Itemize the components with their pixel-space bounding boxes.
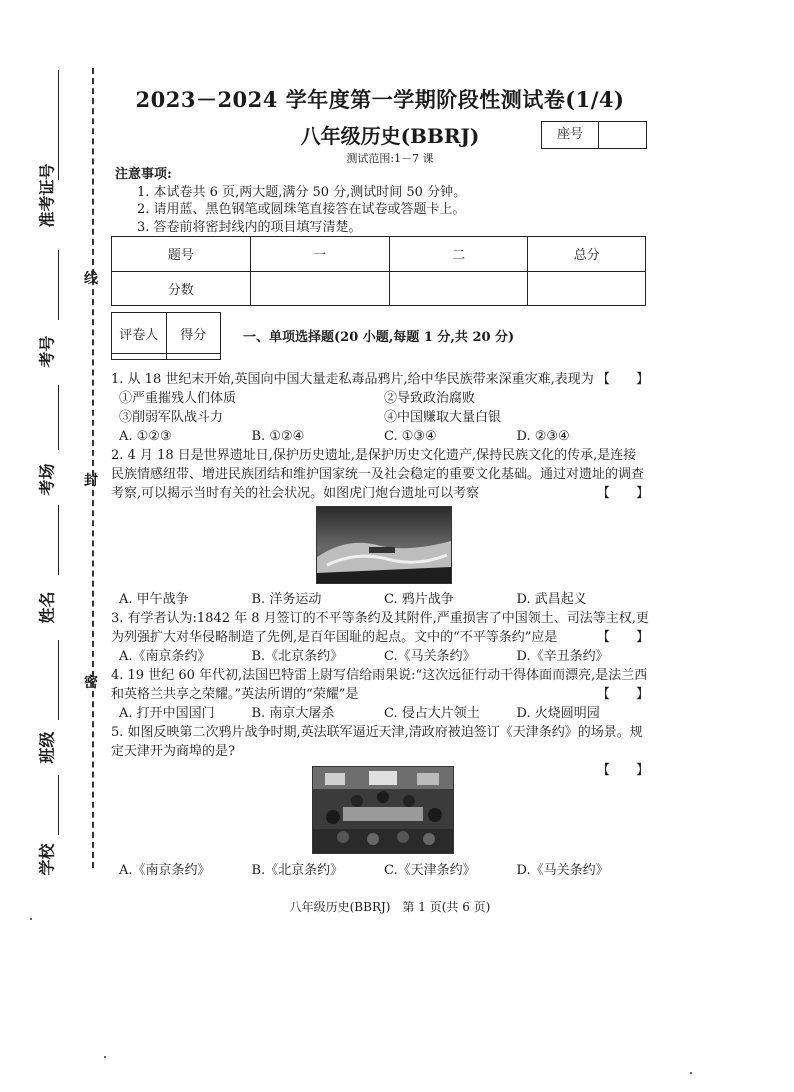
humen-fort-photo bbox=[316, 506, 452, 584]
score-row-label: 分数 bbox=[112, 271, 251, 306]
option-b[interactable]: B. ①②④ bbox=[251, 429, 305, 444]
seat-number-field[interactable] bbox=[599, 122, 646, 148]
name-line bbox=[58, 505, 59, 575]
note-item: 3. 答卷前将密封线内的项目填写清楚。 bbox=[137, 219, 362, 235]
option-b[interactable]: B. 南京大屠杀 bbox=[251, 706, 335, 721]
statement-item: ③削弱军队战斗力 bbox=[119, 410, 224, 425]
question-stem: 4. 19 世纪 60 年代初,法国巴特雷上尉写信给雨果说:“这次远征行动干得体面而漂亮,是法兰西和英格兰共享之荣耀。”英法所谓的“荣耀”是 bbox=[111, 668, 648, 702]
seat-number-box bbox=[541, 121, 647, 149]
question-2 bbox=[111, 446, 649, 503]
notes-heading: 注意事项: bbox=[115, 167, 172, 182]
answer-bracket[interactable]: 【 】 bbox=[596, 763, 649, 778]
option-d[interactable]: D. 火烧圆明园 bbox=[516, 706, 600, 721]
score-header-total: 总分 bbox=[528, 237, 646, 272]
option-a[interactable]: A. ①②③ bbox=[119, 429, 172, 444]
question-stem: 5. 如图反映第二次鸦片战争时期,英法联军逼近天津,清政府被迫签订《天津条约》的场景。规定天津开为商埠的是? bbox=[111, 725, 643, 759]
notes bbox=[115, 166, 466, 236]
scan-speck bbox=[104, 1056, 106, 1058]
score-header-question: 题号 bbox=[112, 237, 251, 272]
option-b[interactable]: B.《北京条约》 bbox=[251, 863, 344, 878]
test-range: 测试范围:1－7 课 bbox=[346, 152, 434, 165]
exam-room-line bbox=[58, 385, 59, 450]
question-stem: 1. 从 18 世纪末开始,英国向中国大量走私毒品鸦片,给中华民族带来深重灾难,表现为 bbox=[111, 372, 594, 387]
question-5-options bbox=[111, 861, 649, 880]
option-b[interactable]: B.《北京条约》 bbox=[251, 649, 344, 664]
answer-bracket[interactable]: 【 】 bbox=[596, 687, 649, 702]
note-item: 1. 本试卷共 6 页,两大题,满分 50 分,测试时间 50 分钟。 bbox=[137, 184, 467, 200]
answer-bracket[interactable]: 【 】 bbox=[596, 372, 649, 387]
tianjin-treaty-image bbox=[313, 767, 453, 853]
grader-header: 评卷人 bbox=[112, 313, 167, 354]
option-c[interactable]: C.《马关条约》 bbox=[384, 649, 476, 664]
option-d[interactable]: D. 武昌起义 bbox=[516, 592, 587, 607]
option-c[interactable]: C. 鸦片战争 bbox=[384, 592, 454, 607]
score-header-part2: 二 bbox=[389, 237, 528, 272]
option-a[interactable]: A. 打开中国国门 bbox=[119, 706, 215, 721]
statement-item: ①严重摧残人们体质 bbox=[119, 391, 237, 406]
seal-char-line: 线 bbox=[84, 271, 98, 287]
option-b[interactable]: B. 洋务运动 bbox=[251, 592, 322, 607]
option-c[interactable]: C.《天津条约》 bbox=[384, 863, 476, 878]
seal-char-secret: 密 bbox=[84, 675, 98, 691]
school-label: 学校 bbox=[37, 843, 57, 876]
option-d[interactable]: D.《辛丑条约》 bbox=[516, 649, 609, 664]
question-stem: 2. 4 月 18 日是世界遗址日,保护历史遗址,是保护历史文化遗产,保持民族文化的传承,是连接民族情感纽带、增进民族团结和维护国家统一及社会稳定的重要文化基础。通过对遗址的调查考察,可以揭示当时有关的社会状况。如图虎门炮台遗址可以考察 bbox=[111, 448, 645, 501]
exam-room-label: 考场 bbox=[37, 463, 57, 496]
exam-id-label: 准考证号 bbox=[37, 163, 57, 228]
question-1 bbox=[111, 370, 649, 446]
name-label: 姓名 bbox=[37, 591, 57, 624]
school-line bbox=[58, 775, 59, 835]
scan-speck bbox=[30, 918, 32, 920]
answer-bracket[interactable]: 【 】 bbox=[596, 630, 649, 645]
note-item: 2. 请用蓝、黑色钢笔或圆珠笔直接答在试卷或答题卡上。 bbox=[137, 202, 466, 217]
option-d[interactable]: D. ②③④ bbox=[516, 429, 570, 444]
candidate-no-line bbox=[58, 250, 59, 320]
option-c[interactable]: C. ①③④ bbox=[384, 429, 437, 444]
class-label: 班级 bbox=[37, 731, 57, 764]
statement-item: ②导致政治腐败 bbox=[384, 391, 476, 406]
points-cell[interactable] bbox=[166, 354, 221, 360]
option-a[interactable]: A. 甲午战争 bbox=[119, 592, 189, 607]
tianjin-treaty-photo bbox=[312, 766, 454, 854]
answer-bracket[interactable]: 【 】 bbox=[596, 486, 649, 501]
option-d[interactable]: D.《马关条约》 bbox=[516, 863, 609, 878]
option-c[interactable]: C. 侵占大片领土 bbox=[384, 706, 480, 721]
question-2-options bbox=[111, 590, 649, 609]
score-table bbox=[111, 236, 646, 306]
score-cell-part2[interactable] bbox=[389, 271, 528, 306]
grader-cell[interactable] bbox=[112, 354, 167, 360]
statement-item: ④中国赚取大量白银 bbox=[384, 410, 502, 425]
class-line bbox=[58, 640, 59, 720]
seat-number-label: 座号 bbox=[542, 122, 599, 148]
option-a[interactable]: A.《南京条约》 bbox=[119, 863, 211, 878]
exam-id-line bbox=[58, 70, 59, 180]
seal-char-seal: 封 bbox=[84, 473, 98, 489]
paper-title: 2023－2024 学年度第一学期阶段性测试卷(1/4) bbox=[135, 87, 625, 112]
score-cell-part1[interactable] bbox=[250, 271, 389, 306]
points-header: 得分 bbox=[166, 313, 221, 354]
page-footer: 八年级历史(BBRJ) 第 1 页(共 6 页) bbox=[289, 900, 491, 914]
candidate-no-label: 考号 bbox=[37, 335, 57, 368]
section-title: 一、单项选择题(20 小题,每题 1 分,共 20 分) bbox=[243, 330, 515, 345]
option-a[interactable]: A.《南京条约》 bbox=[119, 649, 211, 664]
question-4 bbox=[111, 666, 649, 723]
seal-dashed-line bbox=[92, 68, 94, 868]
question-3 bbox=[111, 609, 649, 666]
paper-subtitle: 八年级历史(BBRJ) bbox=[300, 124, 480, 148]
score-cell-total[interactable] bbox=[528, 271, 646, 306]
question-stem: 3. 有学者认为:1842 年 8 月签订的不平等条约及其附件,严重损害了中国领土、司法等主权,更为列强扩大对华侵略制造了先例,是百年国耻的起点。文中的“不平等条约”应是 bbox=[111, 611, 649, 645]
scan-speck bbox=[690, 1072, 692, 1074]
humen-fort-image bbox=[317, 507, 451, 583]
score-header-part1: 一 bbox=[250, 237, 389, 272]
grader-table bbox=[111, 312, 221, 360]
